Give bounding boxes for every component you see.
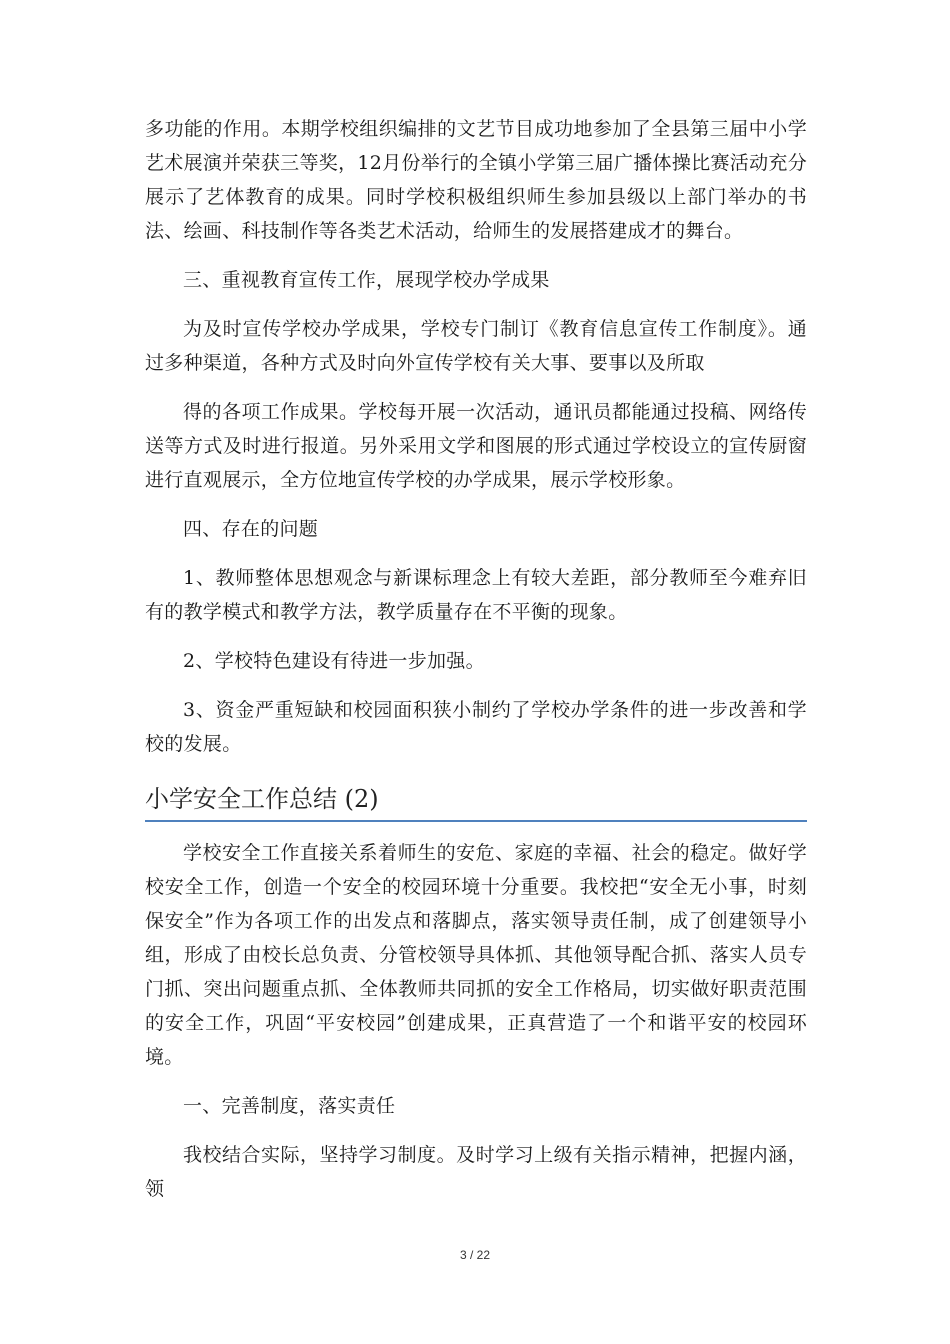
paragraph-publicity-1: 为及时宣传学校办学成果，学校专门制订《教育信息宣传工作制度》。通过多种渠道，各种方式及时向外宣传学校有关大事、要事以及所取 <box>145 318 807 374</box>
page-content <box>145 112 807 1221</box>
paragraph-arts-results: 多功能的作用。本期学校组织编排的文艺节目成功地参加了全县第三届中小学艺术展演并荣获三等奖，12月份举行的全镇小学第三届广播体操比赛活动充分展示了艺体教育的成果。同时学校积极组织师生参加县级以上部门举办的书法、绘画、科技制作等各类艺术活动，给师生的发展搭建成才的舞台。 <box>145 118 807 242</box>
section-heading: 小学安全工作总结 (2) <box>145 781 807 822</box>
heading-system: 一、完善制度，落实责任 <box>183 1095 396 1117</box>
page-number: 3 / 22 <box>459 1248 491 1262</box>
heading-publicity: 三、重视教育宣传工作，展现学校办学成果 <box>183 269 550 291</box>
paragraph-safety-intro: 学校安全工作直接关系着师生的安危、家庭的幸福、社会的稳定。做好学校安全工作，创造一个安全的校园环境十分重要。我校把“安全无小事，时刻保安全”作为各项工作的出发点和落脚点，落实领导责任制，成了创建领导小组，形成了由校长总负责、分管校领导具体抓、其他领导配合抓、落实人员专门抓、突出问题重点抓、全体教师共同抓的安全工作格局，切实做好职责范围的安全工作，巩固“平安校园”创建成果，正真营造了一个和谐平安的校园环境。 <box>145 842 807 1068</box>
problem-item-1: 1、教师整体思想观念与新课标理念上有较大差距，部分教师至今难弃旧有的教学模式和教学方法，教学质量存在不平衡的现象。 <box>145 567 807 623</box>
problem-item-3: 3、资金严重短缺和校园面积狭小制约了学校办学条件的进一步改善和学校的发展。 <box>145 699 807 755</box>
heading-problems: 四、存在的问题 <box>183 518 319 540</box>
paragraph-publicity-2: 得的各项工作成果。学校每开展一次活动，通讯员都能通过投稿、网络传送等方式及时进行报道。另外采用文学和图展的形式通过学校设立的宣传厨窗进行直观展示，全方位地宣传学校的办学成果，展示学校形象。 <box>145 401 807 491</box>
paragraph-system: 我校结合实际，坚持学习制度。及时学习上级有关指示精神，把握内涵，领 <box>145 1144 807 1200</box>
problem-item-2: 2、学校特色建设有待进一步加强。 <box>183 650 485 672</box>
